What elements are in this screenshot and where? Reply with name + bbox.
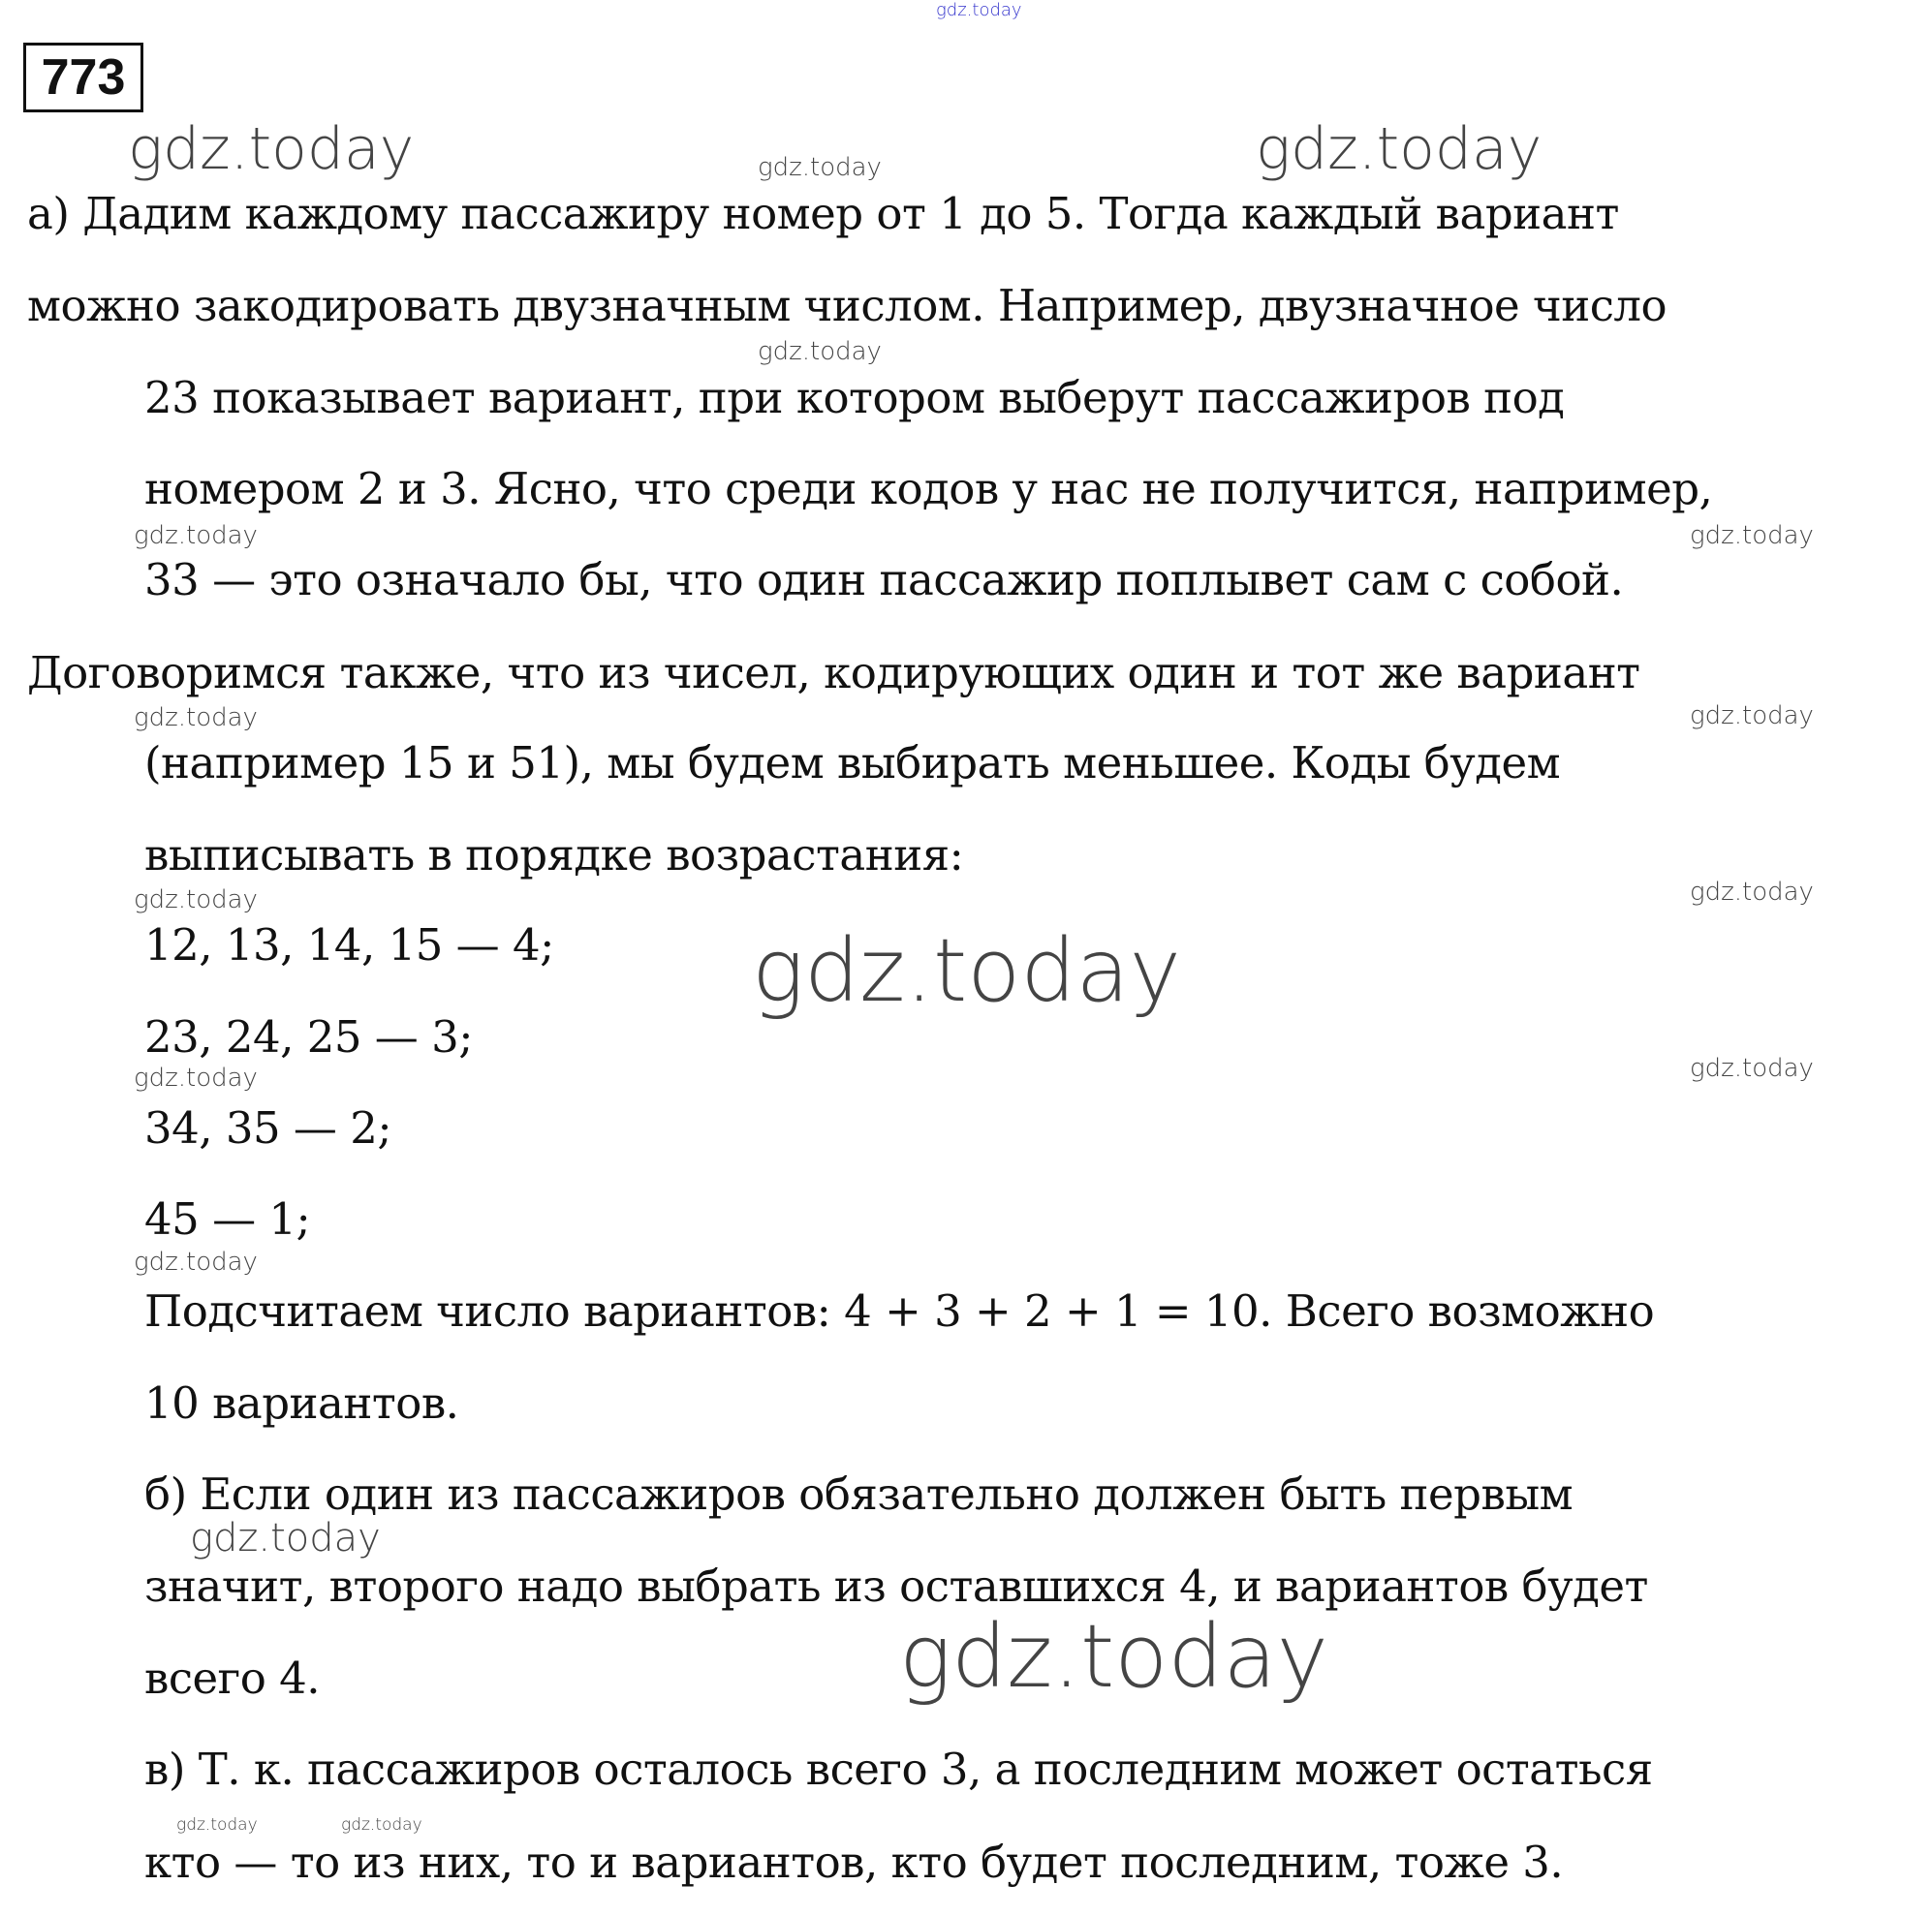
text-line: Подсчитаем число вариантов: 4 + 3 + 2 + 1 = 10. Всего возможно: [144, 1285, 1655, 1337]
text-line: (например 15 и 51), мы будем выбирать меньшее. Коды будем: [144, 737, 1561, 788]
watermark: gdz.today: [341, 1815, 422, 1835]
watermark: gdz.today: [128, 115, 415, 183]
text-line: 45 — 1;: [144, 1193, 311, 1245]
watermark: gdz.today: [1690, 701, 1814, 730]
watermark: gdz.today: [134, 885, 258, 914]
text-line: б) Если один из пассажиров обязательно должен быть первым: [144, 1468, 1574, 1520]
watermark: gdz.today: [134, 1248, 258, 1277]
text-line: всего 4.: [144, 1653, 321, 1704]
text-line: 34, 35 — 2;: [144, 1102, 392, 1154]
watermark: gdz.today: [758, 153, 882, 182]
text-line: 23, 24, 25 — 3;: [144, 1011, 473, 1063]
watermark: gdz.today: [899, 1606, 1328, 1708]
text-line: Договоримся также, что из чисел, кодирующих один и тот же вариант: [27, 647, 1640, 698]
text-line: 10 вариантов.: [144, 1377, 459, 1429]
text-line: 12, 13, 14, 15 — 4;: [144, 919, 554, 971]
text-line: выписывать в порядке возрастания:: [144, 829, 964, 881]
text-line: 33 — это означало бы, что один пассажир поплывет сам с собой.: [144, 554, 1624, 605]
watermark: gdz.today: [176, 1815, 258, 1835]
text-line: кто — то из них, то и вариантов, кто будет последним, тоже 3.: [144, 1837, 1564, 1888]
watermark: gdz.today: [1256, 115, 1542, 183]
watermark: gdz.today: [936, 0, 1022, 20]
text-line: в) Т. к. пассажиров осталось всего 3, а последним может остаться: [144, 1744, 1653, 1795]
text-line: значит, второго надо выбрать из оставшихся 4, и вариантов будет: [144, 1561, 1648, 1612]
watermark: gdz.today: [190, 1516, 381, 1561]
watermark: gdz.today: [134, 703, 258, 732]
watermark: gdz.today: [752, 920, 1181, 1022]
text-line: 23 показывает вариант, при котором выберут пассажиров под: [144, 372, 1565, 423]
watermark: gdz.today: [1690, 521, 1814, 550]
watermark: gdz.today: [134, 1064, 258, 1093]
watermark: gdz.today: [1690, 1054, 1814, 1083]
problem-number: 773: [23, 43, 143, 112]
text-line: можно закодировать двузначным числом. Например, двузначное число: [27, 280, 1667, 331]
text-line: номером 2 и 3. Ясно, что среди кодов у нас не получится, например,: [144, 463, 1713, 514]
text-line: а) Дадим каждому пассажиру номер от 1 до 5. Тогда каждый вариант: [27, 188, 1619, 239]
watermark: gdz.today: [1690, 878, 1814, 907]
watermark: gdz.today: [758, 337, 882, 366]
watermark: gdz.today: [134, 521, 258, 550]
